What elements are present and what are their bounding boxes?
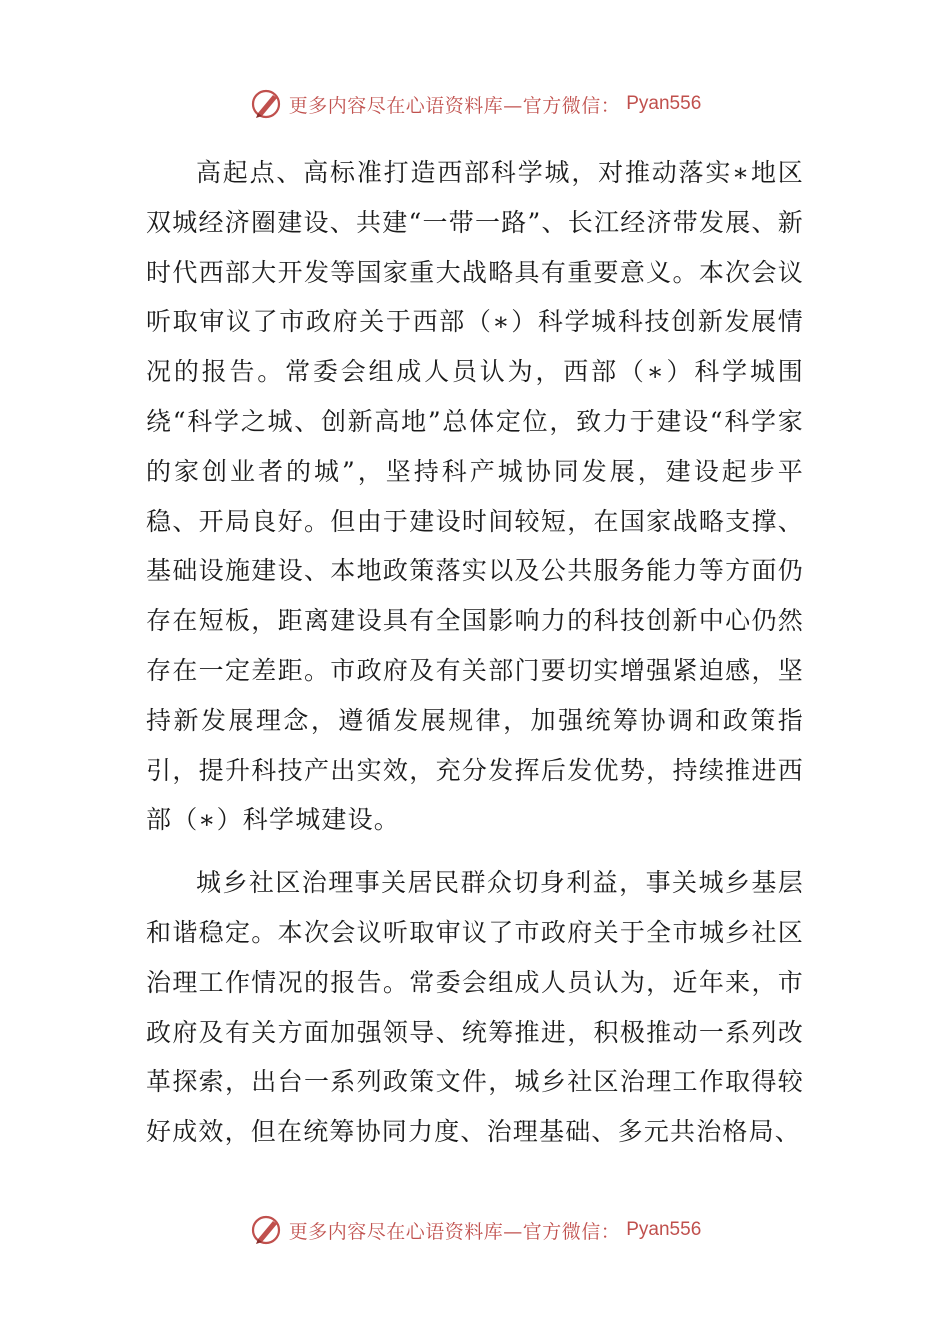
footer-watermark (0, 1213, 950, 1247)
watermark-handle: Pyan556 (626, 93, 702, 114)
header-watermark (0, 87, 950, 121)
paragraph-science-city: 高起点、高标准打造西部科学城，对推动落实∗地区双城经济圈建设、共建“一带一路”、长江经济带发展、新时代西部大开发等国家重大战略具有重要意义。本次会议听取审议了市政府关于西部（∗）科学城科技创新发展情况的报告。常委会组成人员认为，西部（∗）科学城围绕“科学之城、创新高地”总体定位，致力于建设“科学家的家创业者的城”，坚持科产城协同发展，建设起步平稳、开局良好。但由于建设时间较短，在国家战略支撑、基础设施建设、本地政策落实以及公共服务能力等方面仍存在短板，距离建设具有全国影响力的科技创新中心仍然存在一定差距。市政府及有关部门要切实增强紧迫感，坚持新发展理念，遵循发展规律，加强统筹协调和政策指引，提升科技产出实效，充分发挥后发优势，持续推进西部（∗）科学城建设。 (146, 158, 804, 835)
watermark-text: 更多内容尽在心语资料库—官方微信： (288, 1220, 621, 1243)
paragraph-community-governance: 城乡社区治理事关居民群众切身利益，事关城乡基层和谐稳定。本次会议听取审议了市政府关于全市城乡社区治理工作情况的报告。常委会组成人员认为，近年来，市政府及有关方面加强领导、统筹推进，积极推动一系列改革探索，出台一系列政策文件，城乡社区治理工作取得较好成效，但在统筹协同力度、治理基础、多元共治格局、 (146, 868, 804, 1147)
pen-circle-logo-icon (249, 87, 283, 121)
pen-circle-logo-icon (249, 1213, 283, 1247)
watermark-handle: Pyan556 (626, 1219, 702, 1240)
document-body (146, 148, 804, 1157)
watermark-text: 更多内容尽在心语资料库—官方微信： (288, 94, 621, 117)
